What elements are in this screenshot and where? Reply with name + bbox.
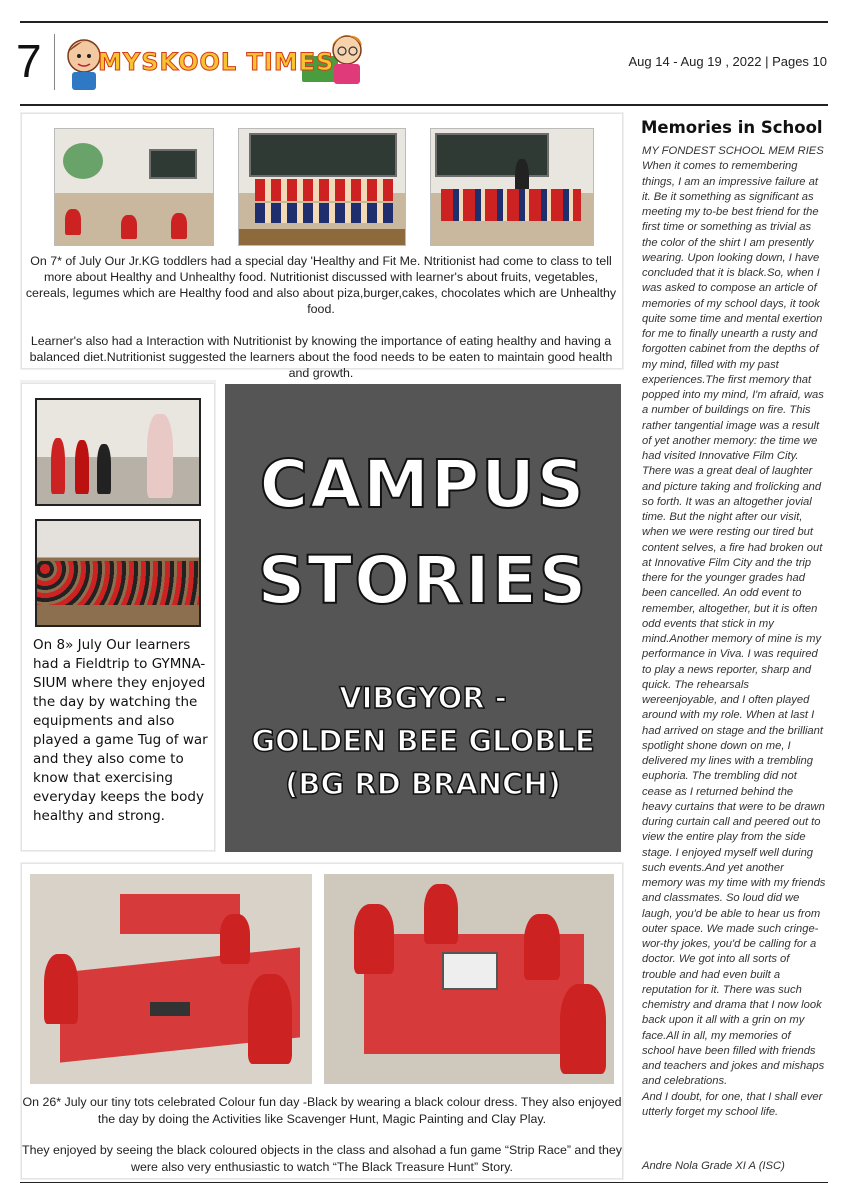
masthead-logo	[62, 26, 372, 98]
school-name-line3: (BG RD BRANCH)	[285, 767, 561, 801]
issue-dateline: Aug 14 - Aug 19 , 2022 | Pages 10	[628, 54, 827, 69]
masthead-title: MYSKOOL TIMES	[98, 48, 335, 76]
story1-paragraph-2: Learner's also had a Interaction with Nutritionist by knowing the importance of eating healthy and having a balanced diet.Nutritionist suggested the learners about the food needs to be eaten to maintain good health and growth.	[29, 334, 613, 380]
colour-day-photo-1	[30, 874, 312, 1084]
header-divider	[54, 34, 55, 90]
school-name-line2: GOLDEN BEE GLOBLE	[251, 724, 595, 758]
memories-author: Andre Nola Grade XI A (ISC)	[642, 1160, 785, 1172]
story3-paragraph-2: They enjoyed by seeing the black coloured objects in the class and alsohad a fun game “Strip Race” and they were also very enthusiastic to watch “The Black Treasure Hunt” Story.	[22, 1143, 622, 1174]
nutrition-photo-1	[54, 128, 214, 246]
colour-day-photo-2	[324, 874, 614, 1084]
gymnasium-photo-1	[35, 398, 201, 506]
nutrition-photo-3	[430, 128, 594, 246]
bottom-rule	[20, 1182, 828, 1183]
story3-caption	[22, 1094, 622, 1190]
gymnasium-photo-2	[35, 519, 201, 627]
nutrition-photo-2	[238, 128, 406, 246]
campus-title-line1: CAMPUS	[259, 446, 587, 523]
memories-title: Memories in School	[641, 118, 823, 137]
school-name-line1: VIBGYOR -	[339, 681, 507, 715]
top-rule	[20, 21, 828, 23]
story1-caption	[22, 253, 620, 397]
memories-article-body: MY FONDEST SCHOOL MEM RIES When it comes to remembering things, I am an impressive failure at it. Be it something as significant as meeting my to-be best friend for the first time or something as trivial as the color of the shirt I am presently wearing. Upon looking down, I have concluded that it is black.So, when I was asked to compose an article of memories of my school days, it took quite some time and mental exertion for me to finally unearth a rusty and forgotten cabinet from the depths of my mind, filled with my past experiences.The first memory that popped into my mind, I'm afraid, was a number of buildings on fire. This rather tangential image was a result of yet another memory: the time we had visited Innovative Film City. There was a great deal of laughter and picture taking and frolicking and so forth. It was an altogether jovial time. But the night after our visit, when we were resting our tired but content selves, a fire had broken out at Innovative Film City and the trip there for the younger grades had been cancelled. An odd event to remember, altogether, but it is often odd events that stick in my mind.Another memory of mine is my performance in Viva. I was required to play a news reporter, sharp and quick. The rehearsals wereenjoyable, and I often played around with my role. When at last I had arrived on stage and the brilliant spotlight shone down on me, I delivered my lines with a trembling euphoria. The trembling did not cease as I returned behind the heavy curtains that were to be drawn during curtain call and peered out to view the entire play from the side stage. I enjoyed myself well during such events.And yet another memory was my time with my friends and classmates. So loud did we laugh, you'd be able to hear us from outer space. We made such cringe-wor-thy jokes, you'd be calling for a doctor. We got into all sorts of trouble and had even built a reputation for it. There was such chemistry and drama that I now look back upon it all with a grin on my face.All in all, my memories of school have been filled with friends and teachers and jokes and mishaps and celebrations. And I doubt, for one, that I shall ever utterly forget my school life.	[642, 145, 826, 1118]
story2-text: On 8» July Our learners had a Fieldtrip to GYMNA-SIUM where they enjoyed the day by watching the equipments and also played a game Tug of war and they also come to know that exercising everyday keeps the body healthy and strong.	[33, 637, 208, 824]
story1-paragraph-1: On 7* of July Our Jr.KG toddlers had a special day 'Healthy and Fit Me. Ntritionist had come to class to tell more about Healthy and Unhealthy food. Nutritionist discussed with learner's about fruits, vegetables, cereals, legumes which are Healthy food and also about piza,burger,cakes, chocolates which are Unhealthy food.	[25, 254, 617, 316]
header-rule	[20, 104, 828, 106]
campus-title-line2: STORIES	[257, 542, 589, 619]
page-number: 7	[16, 35, 42, 87]
story3-paragraph-1: On 26* July our tiny tots celebrated Colour fun day -Black by wearing a black colour dress. They also enjoyed the day by doing the Activities like Scavenger Hunt, Magic Painting and Clay Play.	[22, 1095, 622, 1126]
